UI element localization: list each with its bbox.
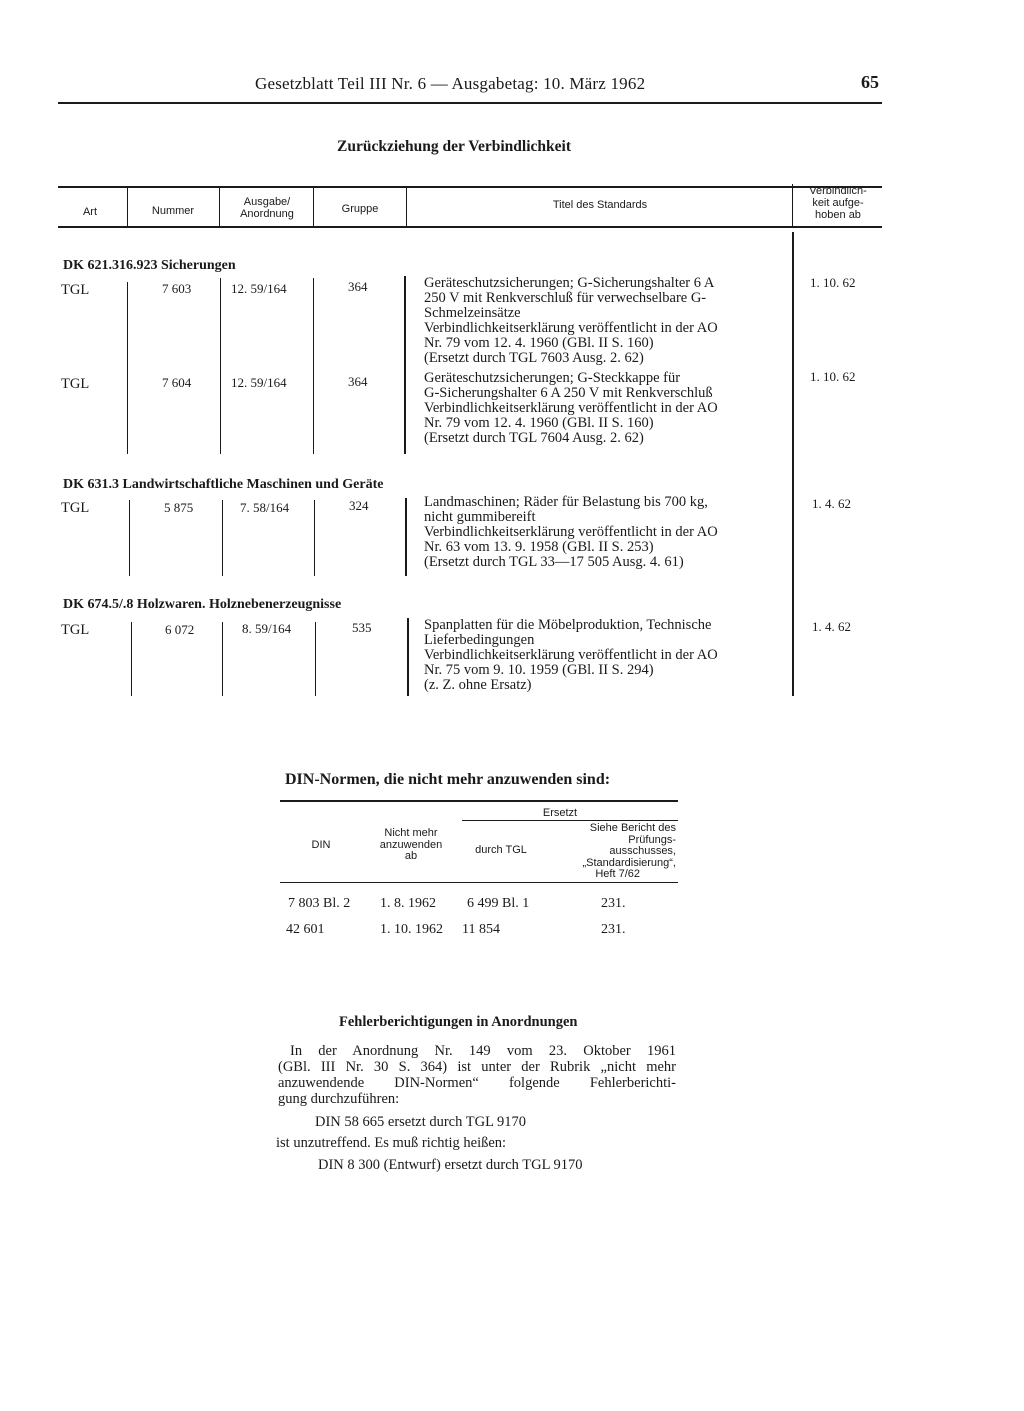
col-sep-header	[406, 188, 407, 226]
row-title-line: nicht gummibereift	[424, 509, 536, 525]
row-ausgabe: 7. 58/164	[240, 500, 290, 515]
row-title	[424, 371, 718, 446]
col-sep	[129, 500, 130, 576]
col-header-verbindlichkeit	[796, 185, 880, 221]
row-title-line: (Ersetzt durch TGL 7604 Ausg. 2. 62)	[424, 430, 644, 446]
row-nummer: 7 603	[162, 281, 192, 296]
col-header-verbindlichkeit-line: keit aufge-	[812, 197, 864, 209]
col-header-ausgabe	[224, 196, 310, 220]
din-col-header-ab-line: anzuwenden	[379, 838, 443, 851]
din-col-header-bericht	[548, 823, 676, 881]
row-art: TGL	[61, 376, 90, 392]
row-title-line: Verbindlichkeitserklärung veröffentlicht in der AO	[424, 647, 718, 663]
row-title-line: Schmelzeinsätze	[424, 305, 521, 321]
col-header-ausgabe-line: Anordnung	[240, 208, 294, 220]
din-col-header-ab-line: Nicht mehr	[384, 827, 438, 839]
col-sep	[404, 276, 406, 454]
row-title-line: 250 V mit Renkverschluß für verwechselbare G-	[424, 290, 707, 306]
din-col-header-bericht-line: Heft 7/62	[595, 868, 640, 880]
col-header-art: Art	[82, 206, 98, 218]
col-sep	[313, 278, 314, 454]
row-gruppe: 364	[348, 279, 368, 294]
row-art: TGL	[61, 282, 90, 298]
col-sep	[314, 500, 315, 576]
row-title-line: Lieferbedingungen	[424, 632, 535, 648]
col-header-titel: Titel des Standards	[552, 199, 648, 211]
corrections-intro-line: gung durchzuführen:	[278, 1091, 400, 1107]
row-title-line: Geräteschutzsicherungen; G-Sicherungshalter 6 A	[424, 275, 715, 291]
col-sep-right	[792, 232, 794, 696]
corrections-intro-line: In der Anordnung Nr. 149 vom 23. Oktober 1961	[290, 1043, 676, 1059]
corrections-title: Fehlerberichtigungen in Anordnungen	[339, 1014, 578, 1030]
corrections-wrong: DIN 58 665 ersetzt durch TGL 9170	[315, 1114, 527, 1130]
col-sep	[127, 282, 128, 454]
col-sep	[222, 500, 223, 576]
row-gruppe: 535	[352, 620, 372, 635]
col-sep	[315, 622, 316, 696]
col-sep	[405, 498, 407, 576]
row-art: TGL	[61, 622, 90, 638]
row-title	[424, 276, 718, 366]
row-gruppe: 324	[349, 498, 369, 513]
din-title: DIN-Normen, die nicht mehr anzuwenden sind:	[285, 771, 611, 788]
row-nummer: 6 072	[165, 622, 195, 637]
row-aufgehoben: 1. 4. 62	[812, 619, 851, 634]
din-row-tgl: 6 499 Bl. 1	[467, 896, 530, 911]
din-col-header-ersetzt: Ersetzt	[542, 807, 578, 819]
page-number: 65	[861, 72, 879, 92]
corrections-intro-line: anzuwendende DIN-Normen“ folgende Fehlerberichti-	[278, 1075, 676, 1091]
col-header-nummer: Nummer	[151, 205, 195, 217]
row-ausgabe: 8. 59/164	[242, 621, 292, 636]
group-heading: DK 674.5/.8 Holzwaren. Holznebenerzeugnisse	[63, 597, 342, 612]
col-header-gruppe: Gruppe	[341, 203, 379, 215]
corrections-intro-line: (GBl. III Nr. 30 S. 364) ist unter der Rubrik „nicht mehr	[278, 1059, 676, 1075]
row-title-line: (z. Z. ohne Ersatz)	[424, 677, 532, 693]
col-sep	[220, 278, 221, 454]
din-col-header-bericht-line: Prüfungs-	[628, 833, 676, 846]
din-top-rule	[280, 800, 678, 802]
row-title-line: Nr. 63 vom 13. 9. 1958 (GBl. II S. 253)	[424, 539, 654, 555]
table-top-rule	[58, 186, 882, 188]
row-title-line: Verbindlichkeitserklärung veröffentlicht in der AO	[424, 524, 718, 540]
row-art: TGL	[61, 500, 90, 516]
row-title-line: Spanplatten für die Möbelproduktion, Technische	[424, 617, 712, 633]
din-col-header-bericht-line: „Standardisierung“,	[582, 856, 676, 869]
corrections-right: DIN 8 300 (Entwurf) ersetzt durch TGL 9170	[318, 1157, 583, 1173]
row-title-line: Verbindlichkeitserklärung veröffentlicht in der AO	[424, 400, 718, 416]
col-header-verbindlichkeit-line: Verbindlich-	[809, 185, 867, 197]
din-row-ab: 1. 8. 1962	[380, 896, 436, 911]
din-col-header-bericht-line: ausschusses,	[609, 845, 676, 857]
row-title-line: Geräteschutzsicherungen; G-Steckkappe für	[424, 370, 681, 386]
withdrawal-title: Zurückziehung der Verbindlichkeit	[337, 138, 571, 155]
col-sep	[222, 622, 223, 696]
row-aufgehoben: 1. 10. 62	[810, 369, 856, 384]
corrections-middle: ist unzutreffend. Es muß richtig heißen:	[276, 1135, 507, 1151]
col-sep-header	[792, 184, 793, 226]
row-title	[424, 618, 718, 693]
row-ausgabe: 12. 59/164	[231, 375, 287, 390]
din-row-bericht: 231.	[601, 922, 626, 937]
din-row-ab: 1. 10. 1962	[380, 922, 443, 937]
row-title-line: Nr. 79 vom 12. 4. 1960 (GBl. II S. 160)	[424, 335, 654, 351]
row-title-line: Landmaschinen; Räder für Belastung bis 700 kg,	[424, 494, 708, 510]
din-col-header-tgl: durch TGL	[475, 844, 527, 856]
din-col-header-ab	[364, 828, 458, 863]
din-row-tgl: 11 854	[462, 922, 500, 937]
col-sep	[407, 618, 409, 696]
col-header-verbindlichkeit-line: hoben ab	[815, 209, 861, 221]
row-title-line: G-Sicherungshalter 6 A 250 V mit Renkverschluß	[424, 385, 713, 401]
row-aufgehoben: 1. 10. 62	[810, 275, 856, 290]
row-aufgehoben: 1. 4. 62	[812, 496, 851, 511]
row-nummer: 5 875	[164, 500, 194, 515]
din-header-rule	[280, 882, 678, 883]
din-row-din: 42 601	[286, 922, 325, 937]
corrections-intro	[278, 1043, 676, 1107]
row-gruppe: 364	[348, 374, 368, 389]
running-head: Gesetzblatt Teil III Nr. 6 — Ausgabetag: 10. März 1962	[255, 74, 646, 93]
group-heading: DK 631.3 Landwirtschaftliche Maschinen und Geräte	[63, 477, 384, 492]
header-rule	[58, 102, 882, 104]
row-title-line: Nr. 79 vom 12. 4. 1960 (GBl. II S. 160)	[424, 415, 654, 431]
din-col-header-din: DIN	[311, 839, 331, 851]
row-ausgabe: 12. 59/164	[231, 281, 287, 296]
row-title	[424, 495, 718, 570]
row-title-line: Verbindlichkeitserklärung veröffentlicht in der AO	[424, 320, 718, 336]
din-ersetzt-rule	[462, 820, 678, 821]
group-heading: DK 621.316.923 Sicherungen	[63, 258, 236, 273]
row-title-line: (Ersetzt durch TGL 33—17 505 Ausg. 4. 61)	[424, 554, 684, 570]
din-col-header-bericht-line: Siehe Bericht des	[589, 822, 676, 834]
table-header-rule	[58, 226, 882, 228]
col-sep-header	[219, 188, 220, 226]
din-row-bericht: 231.	[601, 896, 626, 911]
din-row-din: 7 803 Bl. 2	[288, 896, 351, 911]
din-col-header-ab-line: ab	[404, 850, 418, 862]
col-sep-header	[313, 188, 314, 226]
col-sep-header	[127, 188, 128, 226]
row-nummer: 7 604	[162, 375, 192, 390]
col-header-ausgabe-line: Ausgabe/	[243, 196, 291, 208]
row-title-line: (Ersetzt durch TGL 7603 Ausg. 2. 62)	[424, 350, 644, 366]
col-sep	[131, 622, 132, 696]
row-title-line: Nr. 75 vom 9. 10. 1959 (GBl. II S. 294)	[424, 662, 654, 678]
